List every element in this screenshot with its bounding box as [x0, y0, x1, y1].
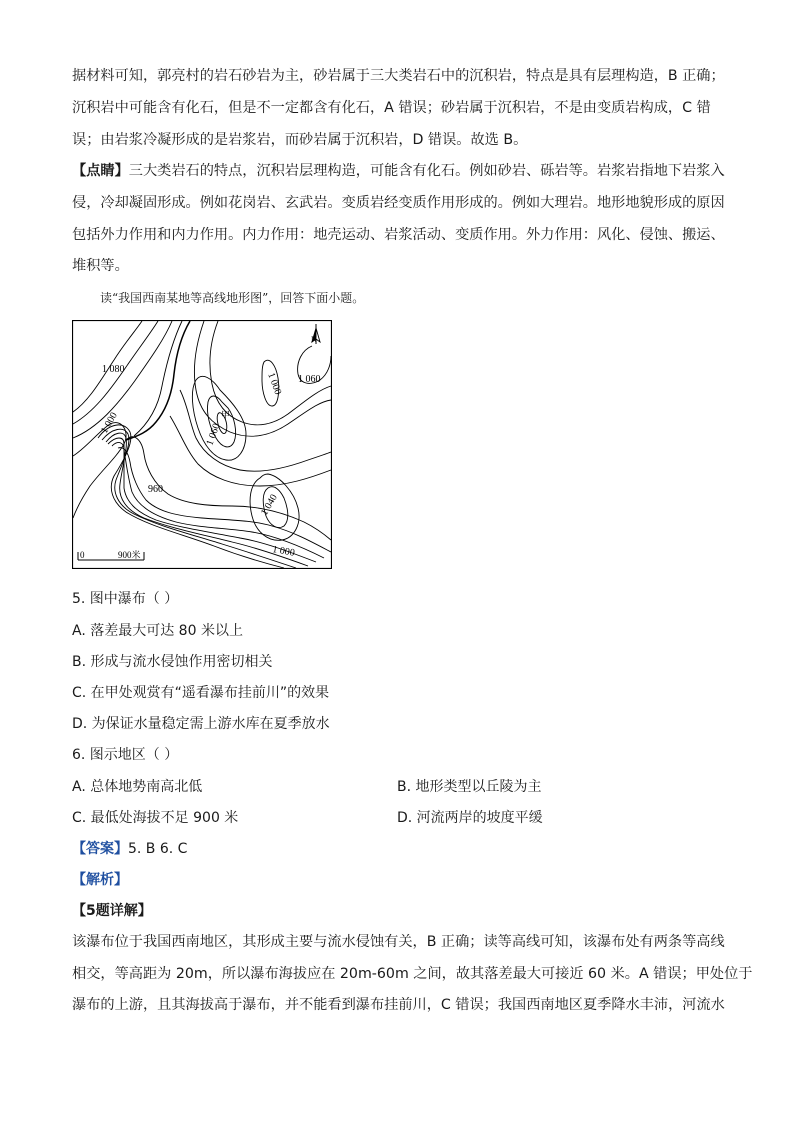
contour-map	[72, 320, 332, 569]
question-6-option-b: B. 地形类型以丘陵为主	[397, 779, 542, 795]
body-text-line: 堆积等。	[72, 258, 129, 274]
contour-label-960: 960	[148, 484, 163, 495]
question-6-option-c: C. 最低处海拔不足 900 米	[72, 810, 239, 826]
body-text-line: 误；由岩浆冷凝形成的是岩浆岩，而砂岩属于沉积岩，D 错误。故选 B。	[72, 132, 528, 148]
detail-label: 【5题详解】	[72, 903, 152, 919]
north-label: N	[311, 335, 317, 344]
analysis-label: 【解析】	[72, 872, 128, 888]
question-5-option-b: B. 形成与流水侵蚀作用密切相关	[72, 654, 273, 670]
answer-value: 5. B 6. C	[128, 841, 188, 857]
question-5-option-d: D. 为保证水量稳定需上游水库在夏季放水	[72, 716, 330, 732]
body-text-line: 侵，冷却凝固形成。例如花岗岩、玄武岩。变质岩经变质作用形成的。例如大理岩。地形地貌形成的原因	[72, 195, 725, 211]
scale-label-end: 900米	[118, 550, 141, 560]
contour-label-1060-right: 1 060	[298, 374, 321, 385]
contour-label-1000-upper: 1 000	[265, 371, 284, 397]
question-6-option-d: D. 河流两岸的坡度平缓	[397, 810, 543, 826]
answer-line	[72, 838, 187, 858]
body-text-line: 沉积岩中可能含有化石，但是不一定都含有化石，A 错误；砂岩属于沉积岩，不是由变质岩构成，C 错	[72, 100, 711, 116]
tip-label: 【点睛】	[72, 163, 129, 179]
contour-label-1080: 1 080	[102, 364, 125, 375]
body-text-line: 该瀑布位于我国西南地区，其形成主要与流水侵蚀有关，B 正确；读等高线可知，该瀑布处有两条等高线	[72, 934, 725, 950]
question-5-option-c: C. 在甲处观赏有“遥看瀑布挂前川”的效果	[72, 685, 330, 701]
body-text-line: 相交，等高距为 20m，所以瀑布海拔应在 20m-60m 之间，故其落差最大可接近 60 米。A 错误；甲处位于	[72, 966, 753, 982]
question-6-option-a: A. 总体地势南高北低	[72, 779, 203, 795]
answer-label: 【答案】	[72, 841, 128, 857]
scale-label-zero: 0	[80, 550, 85, 560]
contour-label-1060-center: 1 060	[204, 422, 223, 448]
question-instruction: 读“我国西南某地等高线地形图”，回答下面小题。	[100, 291, 365, 305]
contour-label-1040: 1 040	[259, 492, 280, 518]
question-5-option-a: A. 落差最大可达 80 米以上	[72, 623, 243, 639]
body-text-line: 据材料可知，郭亮村的岩石砂岩为主，砂岩属于三大类岩石中的沉积岩，特点是具有层理构造，B 正确；	[72, 68, 725, 84]
body-text-line: 包括外力作用和内力作用。内力作用：地壳运动、岩浆活动、变质作用。外力作用：风化、侵蚀、搬运、	[72, 227, 725, 243]
contour-label-1000-lower: 1 000	[271, 544, 296, 559]
contour-label-1000-left: 1 000	[99, 410, 120, 436]
question-6-stem: 6. 图示地区（ ）	[72, 747, 179, 763]
question-5-stem: 5. 图中瀑布（ ）	[72, 591, 179, 607]
body-text-line: 瀑布的上游，且其海拔高于瀑布，并不能看到瀑布挂前川，C 错误；我国西南地区夏季降水丰沛，河流水	[72, 997, 725, 1013]
point-jia-label: 甲	[221, 410, 231, 420]
tip-text: 三大类岩石的特点，沉积岩层理构造，可能含有化石。例如砂岩、砾岩等。岩浆岩指地下岩浆入	[128, 163, 725, 179]
tip-first-line	[72, 161, 724, 181]
